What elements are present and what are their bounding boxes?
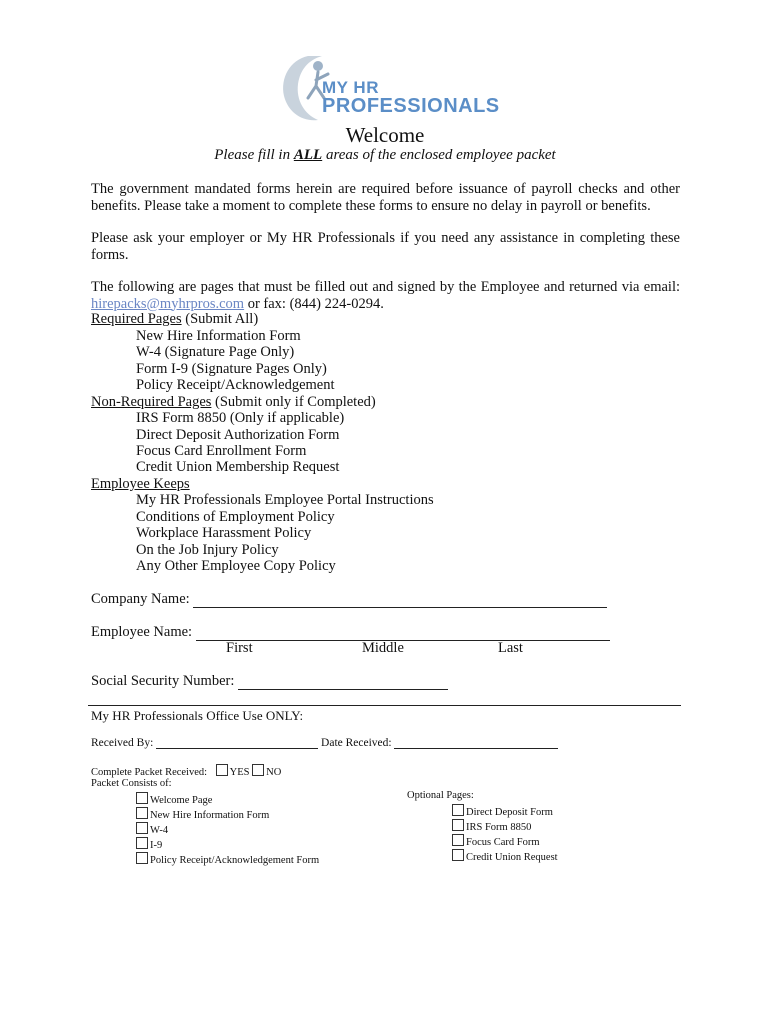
date-received-input[interactable] bbox=[394, 737, 558, 749]
optional-item-checkbox[interactable] bbox=[452, 849, 464, 861]
packet-item-checkbox[interactable] bbox=[136, 792, 148, 804]
packet-item-checkbox[interactable] bbox=[136, 852, 148, 864]
list-item: W-4 (Signature Page Only) bbox=[136, 344, 295, 360]
employee-name-label: Employee Name: bbox=[91, 624, 193, 640]
list-item: Direct Deposit Authorization Form bbox=[136, 427, 340, 443]
received-by-label: Received By: bbox=[91, 737, 154, 749]
list-item: IRS Form 8850 (Only if applicable) bbox=[136, 410, 345, 426]
yes-label: YES bbox=[229, 767, 250, 778]
page-subtitle: Please fill in ALL areas of the enclosed employee packet bbox=[214, 147, 556, 163]
ssn-input[interactable] bbox=[238, 675, 448, 690]
packet-item: Policy Receipt/Acknowledgement Form bbox=[136, 852, 319, 866]
employee-name-input[interactable] bbox=[196, 626, 610, 641]
company-name-label: Company Name: bbox=[91, 591, 190, 607]
packet-item: Welcome Page bbox=[136, 792, 212, 806]
date-received-label: Date Received: bbox=[321, 737, 392, 749]
assistance-paragraph: Please ask your employer or My HR Professionals if you need any assistance in completing these forms. bbox=[91, 230, 680, 263]
packet-consists-label: Packet Consists of: bbox=[91, 778, 172, 789]
list-item: Form I-9 (Signature Pages Only) bbox=[136, 361, 327, 377]
subtitle-emphasis: ALL bbox=[293, 147, 323, 163]
no-checkbox[interactable] bbox=[252, 764, 264, 776]
list-item: Focus Card Enrollment Form bbox=[136, 443, 307, 459]
list-item: Credit Union Membership Request bbox=[136, 459, 340, 475]
packet-item: W-4 bbox=[136, 822, 168, 836]
optional-item-checkbox[interactable] bbox=[452, 834, 464, 846]
packet-item-checkbox[interactable] bbox=[136, 822, 148, 834]
office-use-heading: My HR Professionals Office Use ONLY: bbox=[91, 708, 304, 723]
intro-paragraph: The government mandated forms herein are required before issuance of payroll checks and other benefits. Please take a moment to complete these forms to ensure no delay in payroll or benefits. bbox=[91, 181, 680, 214]
list-item: My HR Professionals Employee Portal Instructions bbox=[136, 492, 434, 508]
optional-item-checkbox[interactable] bbox=[452, 804, 464, 816]
optional-item: Credit Union Request bbox=[452, 849, 558, 863]
company-name-input[interactable] bbox=[193, 593, 607, 608]
packet-item: New Hire Information Form bbox=[136, 807, 269, 821]
complete-packet-row bbox=[91, 764, 281, 778]
received-by-field bbox=[91, 737, 558, 749]
ssn-label: Social Security Number: bbox=[91, 673, 235, 689]
company-logo bbox=[278, 52, 500, 124]
list-item: Policy Receipt/Acknowledgement bbox=[136, 377, 335, 393]
employee-name-field bbox=[91, 624, 610, 641]
optional-item-checkbox[interactable] bbox=[452, 819, 464, 831]
list-item: On the Job Injury Policy bbox=[136, 542, 279, 558]
section-divider bbox=[88, 705, 681, 706]
last-name-caption: Last bbox=[498, 640, 523, 656]
page-title: Welcome bbox=[345, 123, 425, 147]
packet-item-checkbox[interactable] bbox=[136, 837, 148, 849]
received-by-input[interactable] bbox=[156, 737, 318, 749]
instructions-paragraph: The following are pages that must be filled out and signed by the Employee and returned via email: hirepacks@myhrpros.com or fax: (844) 224-0294. bbox=[91, 279, 680, 312]
list-item: Workplace Harassment Policy bbox=[136, 525, 312, 541]
optional-pages-label: Optional Pages: bbox=[407, 790, 474, 801]
first-name-caption: First bbox=[226, 640, 253, 656]
employee-keeps-heading: Employee Keeps bbox=[91, 476, 190, 492]
packet-item: I-9 bbox=[136, 837, 162, 851]
nonrequired-pages-heading: Non-Required Pages (Submit only if Completed) bbox=[91, 394, 376, 410]
optional-item: Focus Card Form bbox=[452, 834, 540, 848]
optional-item: Direct Deposit Form bbox=[452, 804, 553, 818]
company-name-field bbox=[91, 591, 607, 608]
required-pages-heading: Required Pages (Submit All) bbox=[91, 311, 259, 327]
complete-packet-label: Complete Packet Received: bbox=[91, 767, 208, 778]
yes-checkbox[interactable] bbox=[216, 764, 228, 776]
middle-name-caption: Middle bbox=[362, 640, 404, 656]
optional-item: IRS Form 8850 bbox=[452, 819, 531, 833]
list-item: Any Other Employee Copy Policy bbox=[136, 558, 336, 574]
email-link[interactable]: hirepacks@myhrpros.com bbox=[91, 295, 245, 312]
ssn-field bbox=[91, 673, 448, 690]
list-item: Conditions of Employment Policy bbox=[136, 509, 335, 525]
packet-item-checkbox[interactable] bbox=[136, 807, 148, 819]
logo-text-line1: MY HR bbox=[322, 78, 379, 97]
logo-text-line2: PROFESSIONALS bbox=[322, 95, 500, 117]
no-label: NO bbox=[266, 767, 282, 778]
list-item: New Hire Information Form bbox=[136, 328, 301, 344]
